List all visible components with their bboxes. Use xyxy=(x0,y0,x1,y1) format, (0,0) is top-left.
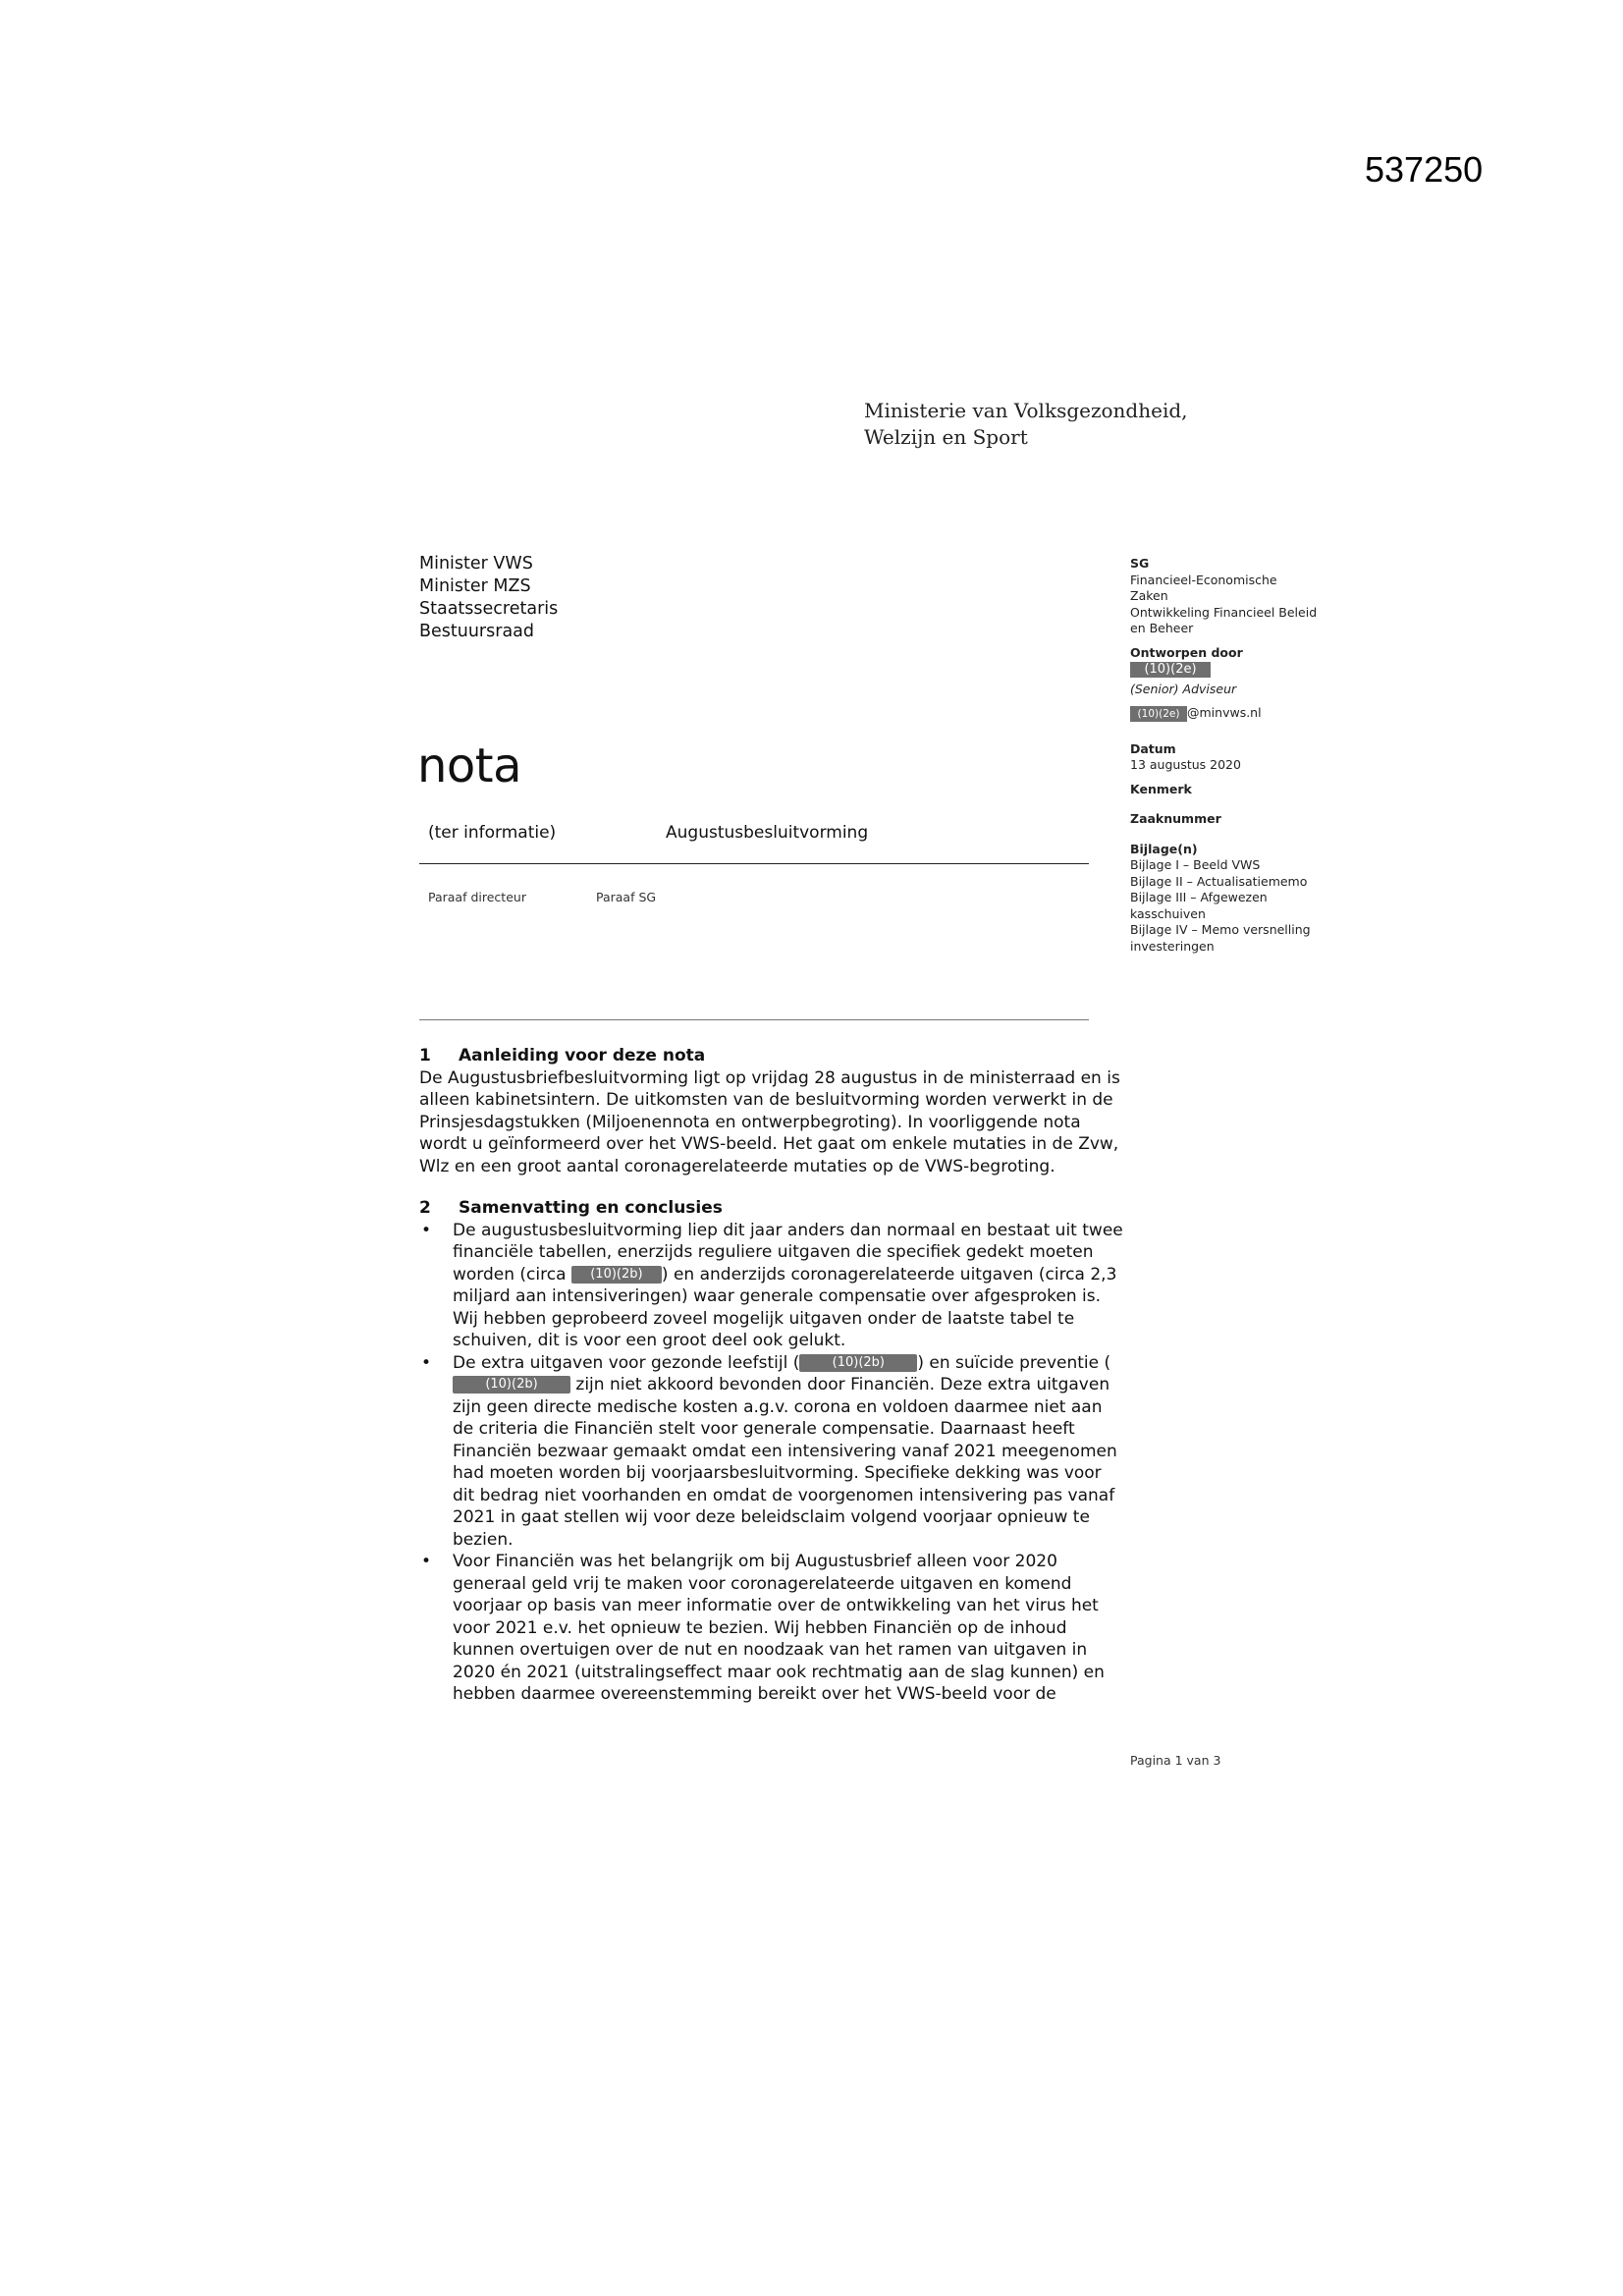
redaction-block: (10)(2b) xyxy=(453,1376,570,1394)
ministry-line-2: Welzijn en Sport xyxy=(864,425,1028,449)
sidebar-metadata xyxy=(1130,556,1326,955)
ministry-logo-text xyxy=(864,398,1188,451)
redaction-block: (10)(2e) xyxy=(1130,662,1211,678)
bijlage-item: kasschuiven xyxy=(1130,905,1206,921)
list-item: • De augustusbesluitvorming liep dit jaar anders dan normaal en bestaat uit twee financiële tabellen, enerzijds reguliere uitgaven die specifiek gedekt moeten worden (circa (10)(2b) ) en anderzijds coronagerelateerde uitgaven (circa 2,3 miljard aan intensiveringen) waar generale compensatie over afgesproken is. Wij hebben geprobeerd zoveel mogelijk uitgaven onder de laatste tabel te schuiven, dit is voor een groot deel ook gelukt. xyxy=(419,1220,1126,1352)
datum-label: Datum xyxy=(1130,740,1176,756)
document-title: nota xyxy=(417,738,522,793)
redaction-block: (10)(2e) xyxy=(1130,706,1187,722)
kenmerk-label: Kenmerk xyxy=(1130,781,1192,796)
recipient: Bestuursraad xyxy=(419,622,534,641)
bijlagen-label: Bijlage(n) xyxy=(1130,841,1198,856)
zaaknummer-label: Zaaknummer xyxy=(1130,811,1221,826)
ministry-line-1: Ministerie van Volksgezondheid, xyxy=(864,399,1188,422)
org-line: Ontwikkeling Financieel Beleid xyxy=(1130,604,1318,620)
section-number: 2 xyxy=(419,1198,431,1218)
paraaf-directeur: Paraaf directeur xyxy=(428,890,526,904)
bijlage-item: Bijlage I – Beeld VWS xyxy=(1130,857,1261,872)
org-line: en Beheer xyxy=(1130,621,1194,635)
bijlage-item: investeringen xyxy=(1130,938,1215,954)
recipient: Staatssecretaris xyxy=(419,599,559,619)
list-item: • De extra uitgaven voor gezonde leefstijl ( (10)(2b) ) en suïcide preventie ((10)(2b) zijn niet akkoord bevonden door Financiën. Deze extra uitgaven zijn geen directe medische kosten a.g.v. corona en voldoen daarmee niet aan de criteria die Financiën stelt voor generale compensatie. Daarnaast heeft Financiën bezwaar gemaakt omdat een intensivering vanaf 2021 meegenomen had moeten worden bij voorjaarsbesluitvorming. Specifieke dekking was voor dit bedrag niet voorhanden en omdat de voorgenomen intensivering pas vanaf 2021 in gaat stellen wij voor deze beleidsclaim volgend voorjaar opnieuw te bezien. xyxy=(419,1352,1126,1552)
page-number: Pagina 1 van 3 xyxy=(1130,1753,1221,1768)
redaction-block: (10)(2b) xyxy=(799,1354,917,1372)
section-paragraph: De Augustusbriefbesluitvorming ligt op vrijdag 28 augustus in de ministerraad en is alleen kabinetsintern. De uitkomsten van de besluitvorming worden verwerkt in de Prinsjesdagstukken (Miljoenennota en ontwerpbegroting). In voorliggende nota wordt u geïnformeerd over het VWS-beeld. Het gaat om enkele mutaties in de Zvw, Wlz en een groot aantal coronagerelateerde mutaties op de VWS-begroting. xyxy=(419,1067,1120,1176)
section-number: 1 xyxy=(419,1046,431,1066)
divider xyxy=(419,1019,1089,1020)
bullet-list xyxy=(419,1220,1126,1706)
recipient: Minister MZS xyxy=(419,576,531,596)
section-title: Aanleiding voor deze nota xyxy=(459,1046,706,1066)
section-heading xyxy=(419,1045,1126,1067)
author-role: (Senior) Adviseur xyxy=(1130,681,1237,696)
section-heading xyxy=(419,1197,1126,1220)
bijlage-item: Bijlage II – Actualisatiememo xyxy=(1130,873,1308,889)
email-suffix: @minvws.nl xyxy=(1187,705,1262,720)
info-label: (ter informatie) xyxy=(428,823,557,843)
bijlage-item: Bijlage IV – Memo versnelling xyxy=(1130,922,1311,937)
paraaf-sg: Paraaf SG xyxy=(596,890,657,904)
document-body xyxy=(419,1045,1126,1706)
ontworpen-label: Ontworpen door xyxy=(1130,644,1243,660)
org-line: Zaken xyxy=(1130,588,1168,603)
section-title: Samenvatting en conclusies xyxy=(459,1198,723,1218)
list-item: • Voor Financiën was het belangrijk om bij Augustusbrief alleen voor 2020 generaal geld vrij te maken voor coronagerelateerde uitgaven en komend voorjaar op basis van meer informatie over de ontwikkeling van het virus het voor 2021 e.v. het opnieuw te bezien. Wij hebben Financiën op de inhoud kunnen overtuigen over de nut en noodzaak van het ramen van uitgaven in 2020 én 2021 (uitstralingseffect maar ook rechtmatig aan de slag kunnen) en hebben daarmee overeenstemming bereikt over het VWS-beeld voor de xyxy=(419,1551,1126,1706)
datum-value: 13 augustus 2020 xyxy=(1130,757,1241,772)
org-line: Financieel-Economische xyxy=(1130,572,1277,587)
divider xyxy=(419,863,1089,864)
bijlage-item: Bijlage III – Afgewezen xyxy=(1130,890,1268,904)
org-label: SG xyxy=(1130,556,1150,571)
document-number: 537250 xyxy=(1365,149,1484,190)
author-email xyxy=(1130,705,1326,722)
redaction-block: (10)(2b) xyxy=(571,1266,662,1284)
subject-label: Augustusbesluitvorming xyxy=(666,823,869,843)
recipients-list xyxy=(419,553,558,643)
recipient: Minister VWS xyxy=(419,554,533,574)
